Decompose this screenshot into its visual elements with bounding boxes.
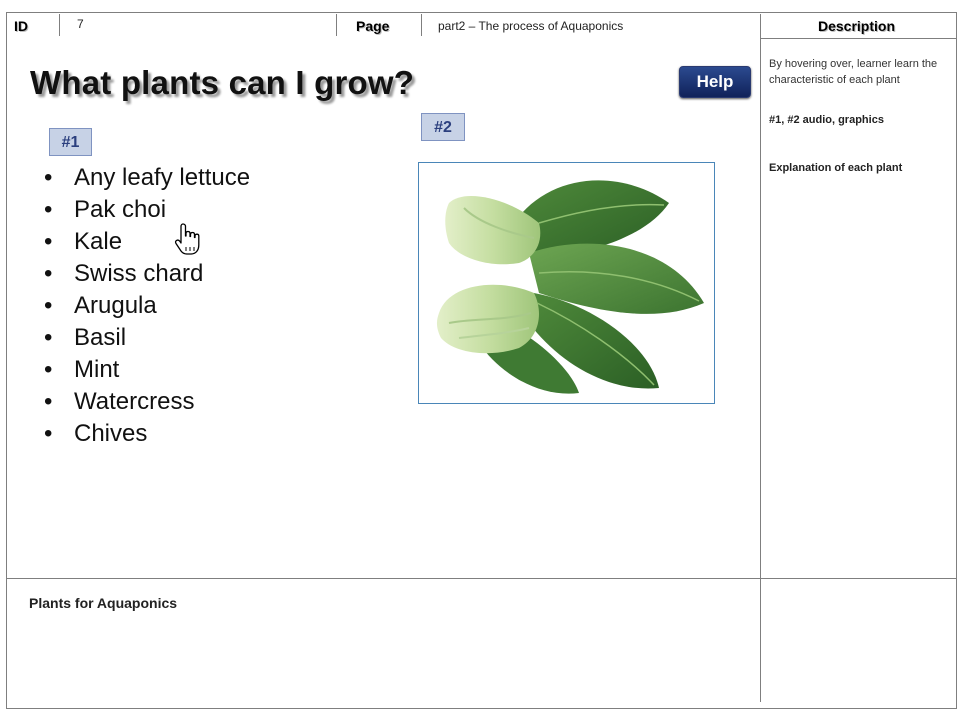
divider-footer [7, 578, 956, 579]
page-value: part2 – The process of Aquaponics [438, 19, 624, 33]
plant-item-pak-choi[interactable]: • Pak choi [44, 194, 250, 226]
help-button[interactable]: Help [679, 66, 751, 98]
page-title: What plants can I grow? [30, 64, 415, 101]
divider-page-right [421, 14, 422, 36]
plant-photo [418, 162, 715, 404]
plant-item-mint[interactable]: • Mint [44, 354, 250, 386]
hotspot-tag-1: #1 [49, 128, 92, 156]
divider-page-left [336, 14, 337, 36]
plant-item-basil[interactable]: • Basil [44, 322, 250, 354]
plant-item-watercress[interactable]: • Watercress [44, 386, 250, 418]
description-plant-explanation: Explanation of each plant [769, 162, 903, 174]
plant-item-swiss-chard[interactable]: • Swiss chard [44, 258, 250, 290]
page-label: Page [356, 18, 390, 34]
plant-list [44, 162, 250, 450]
description-media-note: #1, #2 audio, graphics [769, 114, 884, 126]
divider-header [760, 38, 956, 39]
plant-item-kale[interactable]: • Kale [44, 226, 250, 258]
hand-pointer-icon [174, 222, 200, 261]
footer-label: Plants for Aquaponics [29, 595, 178, 611]
plant-item-chives[interactable]: • Chives [44, 418, 250, 450]
description-hover-text: By hovering over, learner learn the characteristic of each plant [769, 58, 938, 86]
description-label: Description [818, 18, 896, 34]
plant-item-lettuce[interactable]: • Any leafy lettuce [44, 162, 250, 194]
id-value: 7 [77, 17, 84, 31]
divider-description [760, 14, 761, 702]
divider-id [59, 14, 60, 36]
id-label: ID [14, 18, 28, 34]
hotspot-tag-2: #2 [421, 113, 465, 141]
plant-item-arugula[interactable]: • Arugula [44, 290, 250, 322]
